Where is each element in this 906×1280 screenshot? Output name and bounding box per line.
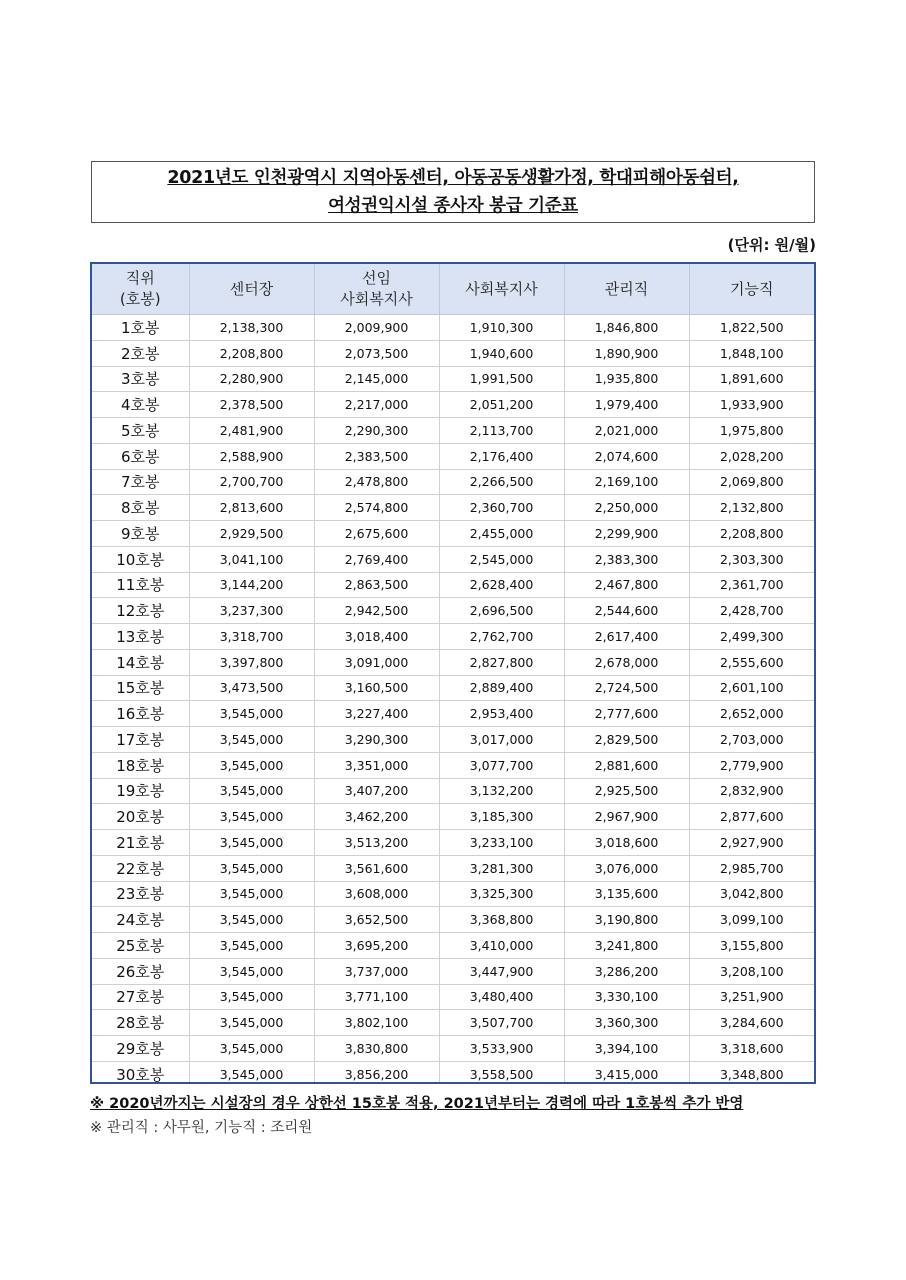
column-header-line: 선임 <box>362 269 391 287</box>
salary-cell: 3,415,000 <box>564 1061 689 1084</box>
table-row <box>92 778 814 804</box>
salary-cell: 2,678,000 <box>564 649 689 675</box>
table-row <box>92 907 814 933</box>
salary-cell: 3,041,100 <box>189 546 314 572</box>
table-row <box>92 521 814 547</box>
note-step-cap: ※ 2020년까지는 시설장의 경우 상한선 15호봉 적용, 2021년부터는 경력에 따라 1호봉씩 추가 반영 <box>90 1096 744 1112</box>
salary-cell: 2,696,500 <box>439 598 564 624</box>
column-header-line: 사회복지사 <box>465 279 538 298</box>
grade-cell: 14호봉 <box>92 649 189 675</box>
grade-cell: 5호봉 <box>92 418 189 444</box>
table-row <box>92 572 814 598</box>
salary-cell: 2,378,500 <box>189 392 314 418</box>
grade-cell: 22호봉 <box>92 855 189 881</box>
grade-cell: 16호봉 <box>92 701 189 727</box>
table-row <box>92 933 814 959</box>
grade-cell: 4호봉 <box>92 392 189 418</box>
grade-cell: 11호봉 <box>92 572 189 598</box>
salary-cell: 3,160,500 <box>314 675 439 701</box>
grade-cell: 3호봉 <box>92 366 189 392</box>
salary-table <box>90 262 816 1084</box>
salary-cell: 3,318,600 <box>689 1036 814 1062</box>
grade-cell: 26호봉 <box>92 958 189 984</box>
table-row <box>92 392 814 418</box>
grade-cell: 15호봉 <box>92 675 189 701</box>
table-row <box>92 649 814 675</box>
salary-cell: 2,617,400 <box>564 624 689 650</box>
grade-cell: 17호봉 <box>92 727 189 753</box>
salary-cell: 1,975,800 <box>689 418 814 444</box>
salary-cell: 2,028,200 <box>689 443 814 469</box>
column-header-line: 관리직 <box>604 279 649 298</box>
salary-cell: 3,545,000 <box>189 752 314 778</box>
salary-cell: 3,545,000 <box>189 855 314 881</box>
salary-cell: 3,545,000 <box>189 727 314 753</box>
column-header-line: 사회복지사 <box>340 290 413 308</box>
column-header <box>564 264 689 315</box>
grade-cell: 18호봉 <box>92 752 189 778</box>
salary-cell: 2,877,600 <box>689 804 814 830</box>
salary-cell: 2,074,600 <box>564 443 689 469</box>
salary-cell: 3,545,000 <box>189 778 314 804</box>
salary-cell: 3,042,800 <box>689 881 814 907</box>
salary-cell: 2,942,500 <box>314 598 439 624</box>
salary-cell: 3,462,200 <box>314 804 439 830</box>
table-row <box>92 881 814 907</box>
salary-cell: 2,967,900 <box>564 804 689 830</box>
salary-cell: 3,545,000 <box>189 881 314 907</box>
salary-cell: 1,846,800 <box>564 315 689 341</box>
salary-cell: 1,940,600 <box>439 340 564 366</box>
salary-cell: 3,132,200 <box>439 778 564 804</box>
salary-cell: 2,383,500 <box>314 443 439 469</box>
salary-cell: 2,208,800 <box>189 340 314 366</box>
title-box <box>91 161 815 223</box>
salary-cell: 2,280,900 <box>189 366 314 392</box>
salary-cell: 3,737,000 <box>314 958 439 984</box>
salary-cell: 2,360,700 <box>439 495 564 521</box>
salary-cell: 3,545,000 <box>189 830 314 856</box>
table-row <box>92 752 814 778</box>
salary-cell: 2,478,800 <box>314 469 439 495</box>
column-header <box>92 264 189 315</box>
salary-cell: 2,929,500 <box>189 521 314 547</box>
salary-cell: 2,009,900 <box>314 315 439 341</box>
title-line-2: 여성권익시설 종사자 봉급 기준표 <box>328 196 578 216</box>
table-header-row <box>92 264 814 315</box>
table-row <box>92 495 814 521</box>
salary-cell: 3,135,600 <box>564 881 689 907</box>
salary-cell: 3,533,900 <box>439 1036 564 1062</box>
salary-cell: 3,473,500 <box>189 675 314 701</box>
salary-cell: 1,979,400 <box>564 392 689 418</box>
salary-cell: 2,303,300 <box>689 546 814 572</box>
salary-cell: 3,190,800 <box>564 907 689 933</box>
notes <box>90 1092 743 1140</box>
table-row <box>92 469 814 495</box>
salary-cell: 2,652,000 <box>689 701 814 727</box>
salary-cell: 3,407,200 <box>314 778 439 804</box>
salary-cell: 2,132,800 <box>689 495 814 521</box>
salary-cell: 2,881,600 <box>564 752 689 778</box>
salary-cell: 1,933,900 <box>689 392 814 418</box>
grade-cell: 2호봉 <box>92 340 189 366</box>
salary-cell: 3,076,000 <box>564 855 689 881</box>
salary-cell: 1,991,500 <box>439 366 564 392</box>
table-row <box>92 624 814 650</box>
table-row <box>92 340 814 366</box>
salary-cell: 3,771,100 <box>314 984 439 1010</box>
salary-cell: 2,777,600 <box>564 701 689 727</box>
salary-cell: 2,266,500 <box>439 469 564 495</box>
salary-cell: 3,018,600 <box>564 830 689 856</box>
salary-cell: 3,318,700 <box>189 624 314 650</box>
salary-cell: 1,848,100 <box>689 340 814 366</box>
salary-cell: 1,822,500 <box>689 315 814 341</box>
salary-cell: 2,145,000 <box>314 366 439 392</box>
salary-cell: 3,017,000 <box>439 727 564 753</box>
table-row <box>92 1061 814 1084</box>
table-row <box>92 855 814 881</box>
salary-cell: 3,608,000 <box>314 881 439 907</box>
table-row <box>92 366 814 392</box>
salary-cell: 3,507,700 <box>439 1010 564 1036</box>
grade-cell: 20호봉 <box>92 804 189 830</box>
salary-cell: 3,241,800 <box>564 933 689 959</box>
salary-cell: 1,910,300 <box>439 315 564 341</box>
salary-cell: 3,397,800 <box>189 649 314 675</box>
grade-cell: 25호봉 <box>92 933 189 959</box>
salary-cell: 3,360,300 <box>564 1010 689 1036</box>
salary-cell: 3,325,300 <box>439 881 564 907</box>
table-body <box>92 315 814 1085</box>
salary-cell: 1,935,800 <box>564 366 689 392</box>
salary-cell: 3,545,000 <box>189 984 314 1010</box>
table-row <box>92 958 814 984</box>
column-header-line: 직위 <box>125 269 155 287</box>
column-header-line: 기능직 <box>730 279 774 298</box>
salary-cell: 3,695,200 <box>314 933 439 959</box>
salary-cell: 3,099,100 <box>689 907 814 933</box>
table-row <box>92 598 814 624</box>
salary-cell: 2,675,600 <box>314 521 439 547</box>
grade-cell: 27호봉 <box>92 984 189 1010</box>
salary-cell: 3,077,700 <box>439 752 564 778</box>
salary-cell: 3,185,300 <box>439 804 564 830</box>
salary-cell: 2,361,700 <box>689 572 814 598</box>
grade-cell: 1호봉 <box>92 315 189 341</box>
salary-cell: 3,545,000 <box>189 1010 314 1036</box>
salary-cell: 2,051,200 <box>439 392 564 418</box>
salary-cell: 2,499,300 <box>689 624 814 650</box>
grade-cell: 10호봉 <box>92 546 189 572</box>
salary-cell: 2,545,000 <box>439 546 564 572</box>
salary-cell: 2,832,900 <box>689 778 814 804</box>
salary-cell: 2,113,700 <box>439 418 564 444</box>
salary-cell: 3,348,800 <box>689 1061 814 1084</box>
salary-cell: 2,927,900 <box>689 830 814 856</box>
note-job-definitions: ※ 관리직 : 사무원, 기능직 : 조리원 <box>90 1120 313 1136</box>
salary-cell: 2,290,300 <box>314 418 439 444</box>
column-header-line: 센터장 <box>229 279 274 298</box>
table-row <box>92 443 814 469</box>
salary-cell: 3,545,000 <box>189 907 314 933</box>
salary-cell: 3,856,200 <box>314 1061 439 1084</box>
salary-cell: 2,467,800 <box>564 572 689 598</box>
salary-cell: 2,208,800 <box>689 521 814 547</box>
table-row <box>92 701 814 727</box>
salary-cell: 3,410,000 <box>439 933 564 959</box>
salary-cell: 2,481,900 <box>189 418 314 444</box>
salary-cell: 3,155,800 <box>689 933 814 959</box>
salary-cell: 3,144,200 <box>189 572 314 598</box>
table-row <box>92 830 814 856</box>
salary-cell: 2,455,000 <box>439 521 564 547</box>
salary-cell: 3,545,000 <box>189 701 314 727</box>
grade-cell: 30호봉 <box>92 1061 189 1084</box>
salary-cell: 2,073,500 <box>314 340 439 366</box>
grade-cell: 8호봉 <box>92 495 189 521</box>
salary-cell: 3,545,000 <box>189 1036 314 1062</box>
salary-cell: 3,545,000 <box>189 1061 314 1084</box>
salary-cell: 3,513,200 <box>314 830 439 856</box>
salary-cell: 3,652,500 <box>314 907 439 933</box>
salary-cell: 3,227,400 <box>314 701 439 727</box>
salary-cell: 3,561,600 <box>314 855 439 881</box>
salary-cell: 2,021,000 <box>564 418 689 444</box>
salary-cell: 3,286,200 <box>564 958 689 984</box>
salary-cell: 1,891,600 <box>689 366 814 392</box>
salary-cell: 2,813,600 <box>189 495 314 521</box>
grade-cell: 24호봉 <box>92 907 189 933</box>
table-row <box>92 1036 814 1062</box>
column-header-line: (호봉) <box>119 290 161 308</box>
unit-label: (단위: 원/월) <box>727 236 816 254</box>
column-header <box>439 264 564 315</box>
grade-cell: 19호봉 <box>92 778 189 804</box>
table-row <box>92 984 814 1010</box>
salary-cell: 2,779,900 <box>689 752 814 778</box>
table-row <box>92 418 814 444</box>
salary-cell: 3,480,400 <box>439 984 564 1010</box>
salary-cell: 3,545,000 <box>189 958 314 984</box>
table-row <box>92 675 814 701</box>
grade-cell: 12호봉 <box>92 598 189 624</box>
salary-cell: 3,545,000 <box>189 804 314 830</box>
salary-cell: 3,545,000 <box>189 933 314 959</box>
grade-cell: 7호봉 <box>92 469 189 495</box>
salary-cell: 2,925,500 <box>564 778 689 804</box>
salary-cell: 3,447,900 <box>439 958 564 984</box>
salary-cell: 2,544,600 <box>564 598 689 624</box>
salary-cell: 2,176,400 <box>439 443 564 469</box>
salary-cell: 2,428,700 <box>689 598 814 624</box>
salary-cell: 2,250,000 <box>564 495 689 521</box>
salary-cell: 3,368,800 <box>439 907 564 933</box>
salary-cell: 2,700,700 <box>189 469 314 495</box>
salary-cell: 3,251,900 <box>689 984 814 1010</box>
salary-cell: 2,762,700 <box>439 624 564 650</box>
salary-cell: 2,069,800 <box>689 469 814 495</box>
grade-cell: 29호봉 <box>92 1036 189 1062</box>
grade-cell: 9호봉 <box>92 521 189 547</box>
salary-cell: 2,863,500 <box>314 572 439 598</box>
salary-cell: 2,953,400 <box>439 701 564 727</box>
salary-cell: 1,890,900 <box>564 340 689 366</box>
grade-cell: 23호봉 <box>92 881 189 907</box>
salary-cell: 2,703,000 <box>689 727 814 753</box>
column-header <box>689 264 814 315</box>
salary-cell: 2,217,000 <box>314 392 439 418</box>
salary-cell: 3,281,300 <box>439 855 564 881</box>
table-row <box>92 804 814 830</box>
grade-cell: 13호봉 <box>92 624 189 650</box>
salary-cell: 2,169,100 <box>564 469 689 495</box>
salary-cell: 3,394,100 <box>564 1036 689 1062</box>
salary-cell: 3,830,800 <box>314 1036 439 1062</box>
table-row <box>92 727 814 753</box>
salary-cell: 2,299,900 <box>564 521 689 547</box>
salary-cell: 2,138,300 <box>189 315 314 341</box>
title-line-1: 2021년도 인천광역시 지역아동센터, 아동공동생활가정, 학대피해아동쉼터, <box>167 168 739 188</box>
salary-cell: 2,555,600 <box>689 649 814 675</box>
salary-cell: 3,558,500 <box>439 1061 564 1084</box>
salary-cell: 2,829,500 <box>564 727 689 753</box>
salary-cell: 2,724,500 <box>564 675 689 701</box>
salary-cell: 2,889,400 <box>439 675 564 701</box>
grade-cell: 28호봉 <box>92 1010 189 1036</box>
salary-cell: 3,091,000 <box>314 649 439 675</box>
salary-cell: 3,284,600 <box>689 1010 814 1036</box>
table-row <box>92 315 814 341</box>
column-header <box>189 264 314 315</box>
salary-cell: 3,290,300 <box>314 727 439 753</box>
grade-cell: 6호봉 <box>92 443 189 469</box>
salary-cell: 3,237,300 <box>189 598 314 624</box>
salary-cell: 3,802,100 <box>314 1010 439 1036</box>
salary-cell: 2,574,800 <box>314 495 439 521</box>
salary-cell: 3,233,100 <box>439 830 564 856</box>
salary-cell: 2,588,900 <box>189 443 314 469</box>
salary-cell: 2,628,400 <box>439 572 564 598</box>
table-row <box>92 1010 814 1036</box>
salary-cell: 2,769,400 <box>314 546 439 572</box>
salary-cell: 3,018,400 <box>314 624 439 650</box>
salary-cell: 3,330,100 <box>564 984 689 1010</box>
table-row <box>92 546 814 572</box>
salary-cell: 2,383,300 <box>564 546 689 572</box>
salary-cell: 2,827,800 <box>439 649 564 675</box>
salary-cell: 2,601,100 <box>689 675 814 701</box>
salary-cell: 3,208,100 <box>689 958 814 984</box>
salary-cell: 2,985,700 <box>689 855 814 881</box>
salary-cell: 3,351,000 <box>314 752 439 778</box>
column-header <box>314 264 439 315</box>
grade-cell: 21호봉 <box>92 830 189 856</box>
